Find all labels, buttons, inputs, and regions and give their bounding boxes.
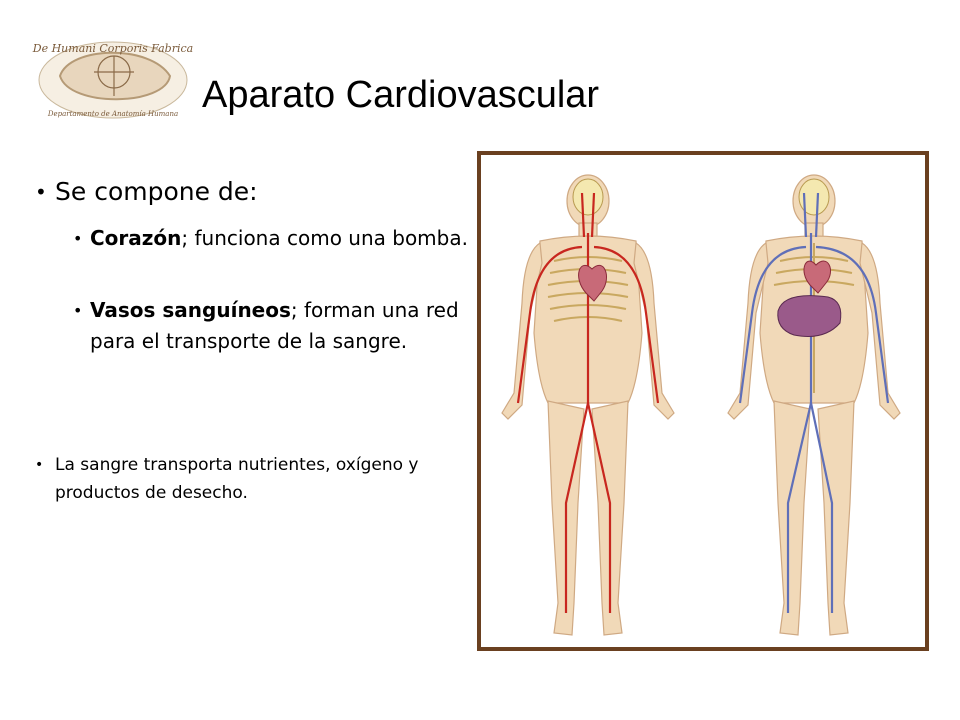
sub-bullet-vessels [90, 295, 470, 357]
liver-icon [778, 296, 841, 337]
bullet-main-2: • La sangre transporta nutrientes, oxígeno y productos de desecho. [55, 451, 455, 507]
circulatory-system-illustration [477, 151, 929, 651]
venous-system-figure [728, 175, 900, 635]
sub-bullet-term: Vasos sanguíneos [90, 298, 291, 322]
sub-bullet-definition: ; forman una red para el transporte de la sangre. [90, 298, 459, 353]
bullet-main-1: • Se compone de: [55, 174, 258, 210]
university-seal-logo [30, 36, 196, 124]
sub-bullet-definition: ; funciona como una bomba. [181, 226, 468, 250]
logo-motto: De Humani Corporis Fabrica [32, 42, 194, 55]
seal-graphic [30, 36, 196, 124]
sub-bullet-term: Corazón [90, 226, 182, 250]
anatomy-figures [481, 155, 925, 647]
slide-title: Aparato Cardiovascular [202, 74, 600, 116]
sub-bullet-heart [90, 223, 470, 254]
logo-department: Departamento de Anatomía Humana [47, 110, 179, 118]
arterial-system-figure [502, 175, 674, 635]
